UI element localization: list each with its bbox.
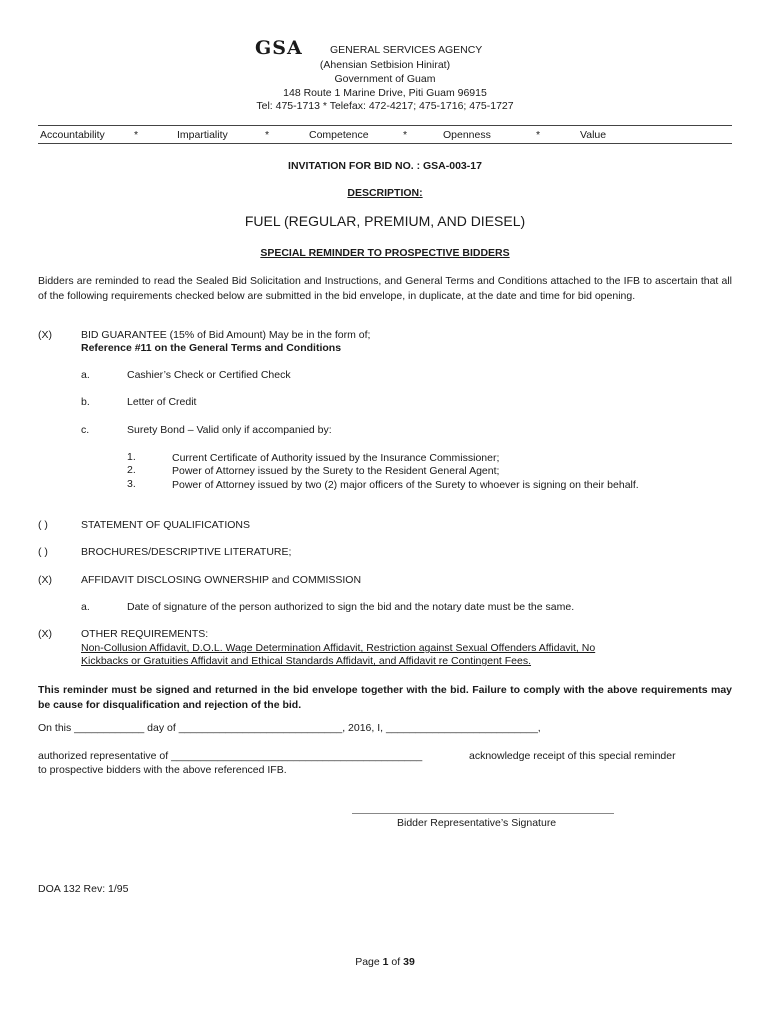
warning-notice: This reminder must be signed and returned in the bid envelope together with the bid. Failure to comply with the above requirements may be cause for disqualification and rejection of the bid.: [38, 684, 732, 711]
bid-title: FUEL (REGULAR, PREMIUM, AND DIESEL): [244, 213, 526, 229]
bid-guarantee-reference: Reference #11 on the General Terms and Conditions: [81, 342, 342, 354]
reminder-heading: SPECIAL REMINDER TO PROSPECTIVE BIDDERS: [260, 247, 510, 259]
requirement-brochures: BROCHURES/DESCRIPTIVE LITERATURE;: [81, 546, 292, 558]
phone-line: Tel: 475-1713 * Telefax: 472-4217; 475-1716; 475-1727: [256, 100, 514, 112]
agency-name: GENERAL SERVICES AGENCY: [330, 44, 483, 56]
intro-paragraph: Bidders are reminded to read the Sealed Bid Solicitation and Instructions, and General Terms and Conditions attached to the IFB to ascertain that all of the following requirements checked below are submitted in the bid envelope, in duplicate, at the date and time for bid opening.: [38, 275, 732, 302]
address-line: 148 Route 1 Marine Drive, Piti Guam 96915: [283, 87, 487, 99]
checkbox-statement-qualifications: ( ): [38, 519, 48, 531]
bid-guarantee-text: BID GUARANTEE (15% of Bid Amount) May be in the form of;: [81, 329, 371, 341]
value-separator: *: [403, 129, 408, 141]
acknowledgement-receipt-text: acknowledge receipt of this special reminder: [469, 750, 676, 762]
surety-number: 3.: [127, 478, 136, 490]
government-line: Government of Guam: [334, 73, 436, 85]
value-competence: Competence: [309, 129, 369, 141]
value-openness: Openness: [443, 129, 491, 141]
checkbox-bid-guarantee: (X): [38, 329, 52, 341]
signature-label: Bidder Representative’s Signature: [397, 817, 557, 829]
other-requirements-label: OTHER REQUIREMENTS:: [81, 628, 209, 640]
acknowledgement-date-line: On this ____________ day of ____________________________, 2016, I, __________________________,: [38, 722, 541, 734]
description-label: DESCRIPTION:: [347, 187, 423, 199]
agency-subtitle: (Ahensian Setbision Hinirat): [319, 59, 451, 71]
other-requirements-line-2: Kickbacks or Gratuities Affidavit and Ethical Standards Affidavit, and Affidavit re Contingent Fees.: [81, 655, 532, 667]
gsa-logo: GSA: [255, 37, 303, 59]
checkbox-affidavit-ownership: (X): [38, 574, 52, 586]
requirement-affidavit-ownership: AFFIDAVIT DISCLOSING OWNERSHIP and COMMISSION: [81, 574, 362, 586]
value-separator: *: [536, 129, 541, 141]
acknowledgement-representative-line: authorized representative of ___________________________________________: [38, 750, 423, 762]
value-value: Value: [580, 129, 607, 141]
surety-requirement: Power of Attorney issued by the Surety to the Resident General Agent;: [172, 465, 500, 477]
requirement-statement-qualifications: STATEMENT OF QUALIFICATIONS: [81, 519, 250, 531]
header-rule-top: [38, 125, 732, 126]
page-total: 39: [403, 956, 415, 968]
option-surety-bond: Surety Bond – Valid only if accompanied by:: [127, 424, 332, 436]
acknowledgement-ifb-line: to prospective bidders with the above referenced IFB.: [38, 764, 287, 776]
surety-number: 1.: [127, 451, 136, 463]
surety-requirement: Power of Attorney issued by two (2) major officers of the Surety to whoever is signing on their behalf.: [172, 479, 639, 491]
value-accountability: Accountability: [40, 129, 105, 141]
affidavit-note-letter: a.: [81, 601, 90, 613]
value-impartiality: Impartiality: [177, 129, 228, 141]
page-label: Page: [355, 956, 380, 968]
ifb-number: INVITATION FOR BID NO. : GSA-003-17: [288, 160, 482, 172]
option-letter: a.: [81, 369, 90, 381]
option-letter-of-credit: Letter of Credit: [127, 396, 197, 408]
option-cashiers-check: Cashier’s Check or Certified Check: [127, 369, 291, 381]
surety-number: 2.: [127, 464, 136, 476]
surety-requirement: Current Certificate of Authority issued by the Insurance Commissioner;: [172, 452, 500, 464]
other-requirements-line-1: Non-Collusion Affidavit, D.O.L. Wage Determination Affidavit, Restriction against Sexual Offenders Affidavit, No: [81, 642, 596, 654]
page-number: [0, 956, 770, 968]
signature-line: [352, 813, 614, 814]
page-current: 1: [382, 956, 389, 968]
form-identifier: DOA 132 Rev: 1/95: [38, 883, 129, 895]
option-letter: c.: [81, 424, 90, 436]
page-of: of: [391, 956, 401, 968]
header-rule-bottom: [38, 143, 732, 144]
value-separator: *: [134, 129, 139, 141]
option-letter: b.: [81, 396, 90, 408]
checkbox-other-requirements: (X): [38, 628, 52, 640]
value-separator: *: [265, 129, 270, 141]
affidavit-note-text: Date of signature of the person authorized to sign the bid and the notary date must be the same.: [127, 601, 575, 613]
checkbox-brochures: ( ): [38, 546, 48, 558]
